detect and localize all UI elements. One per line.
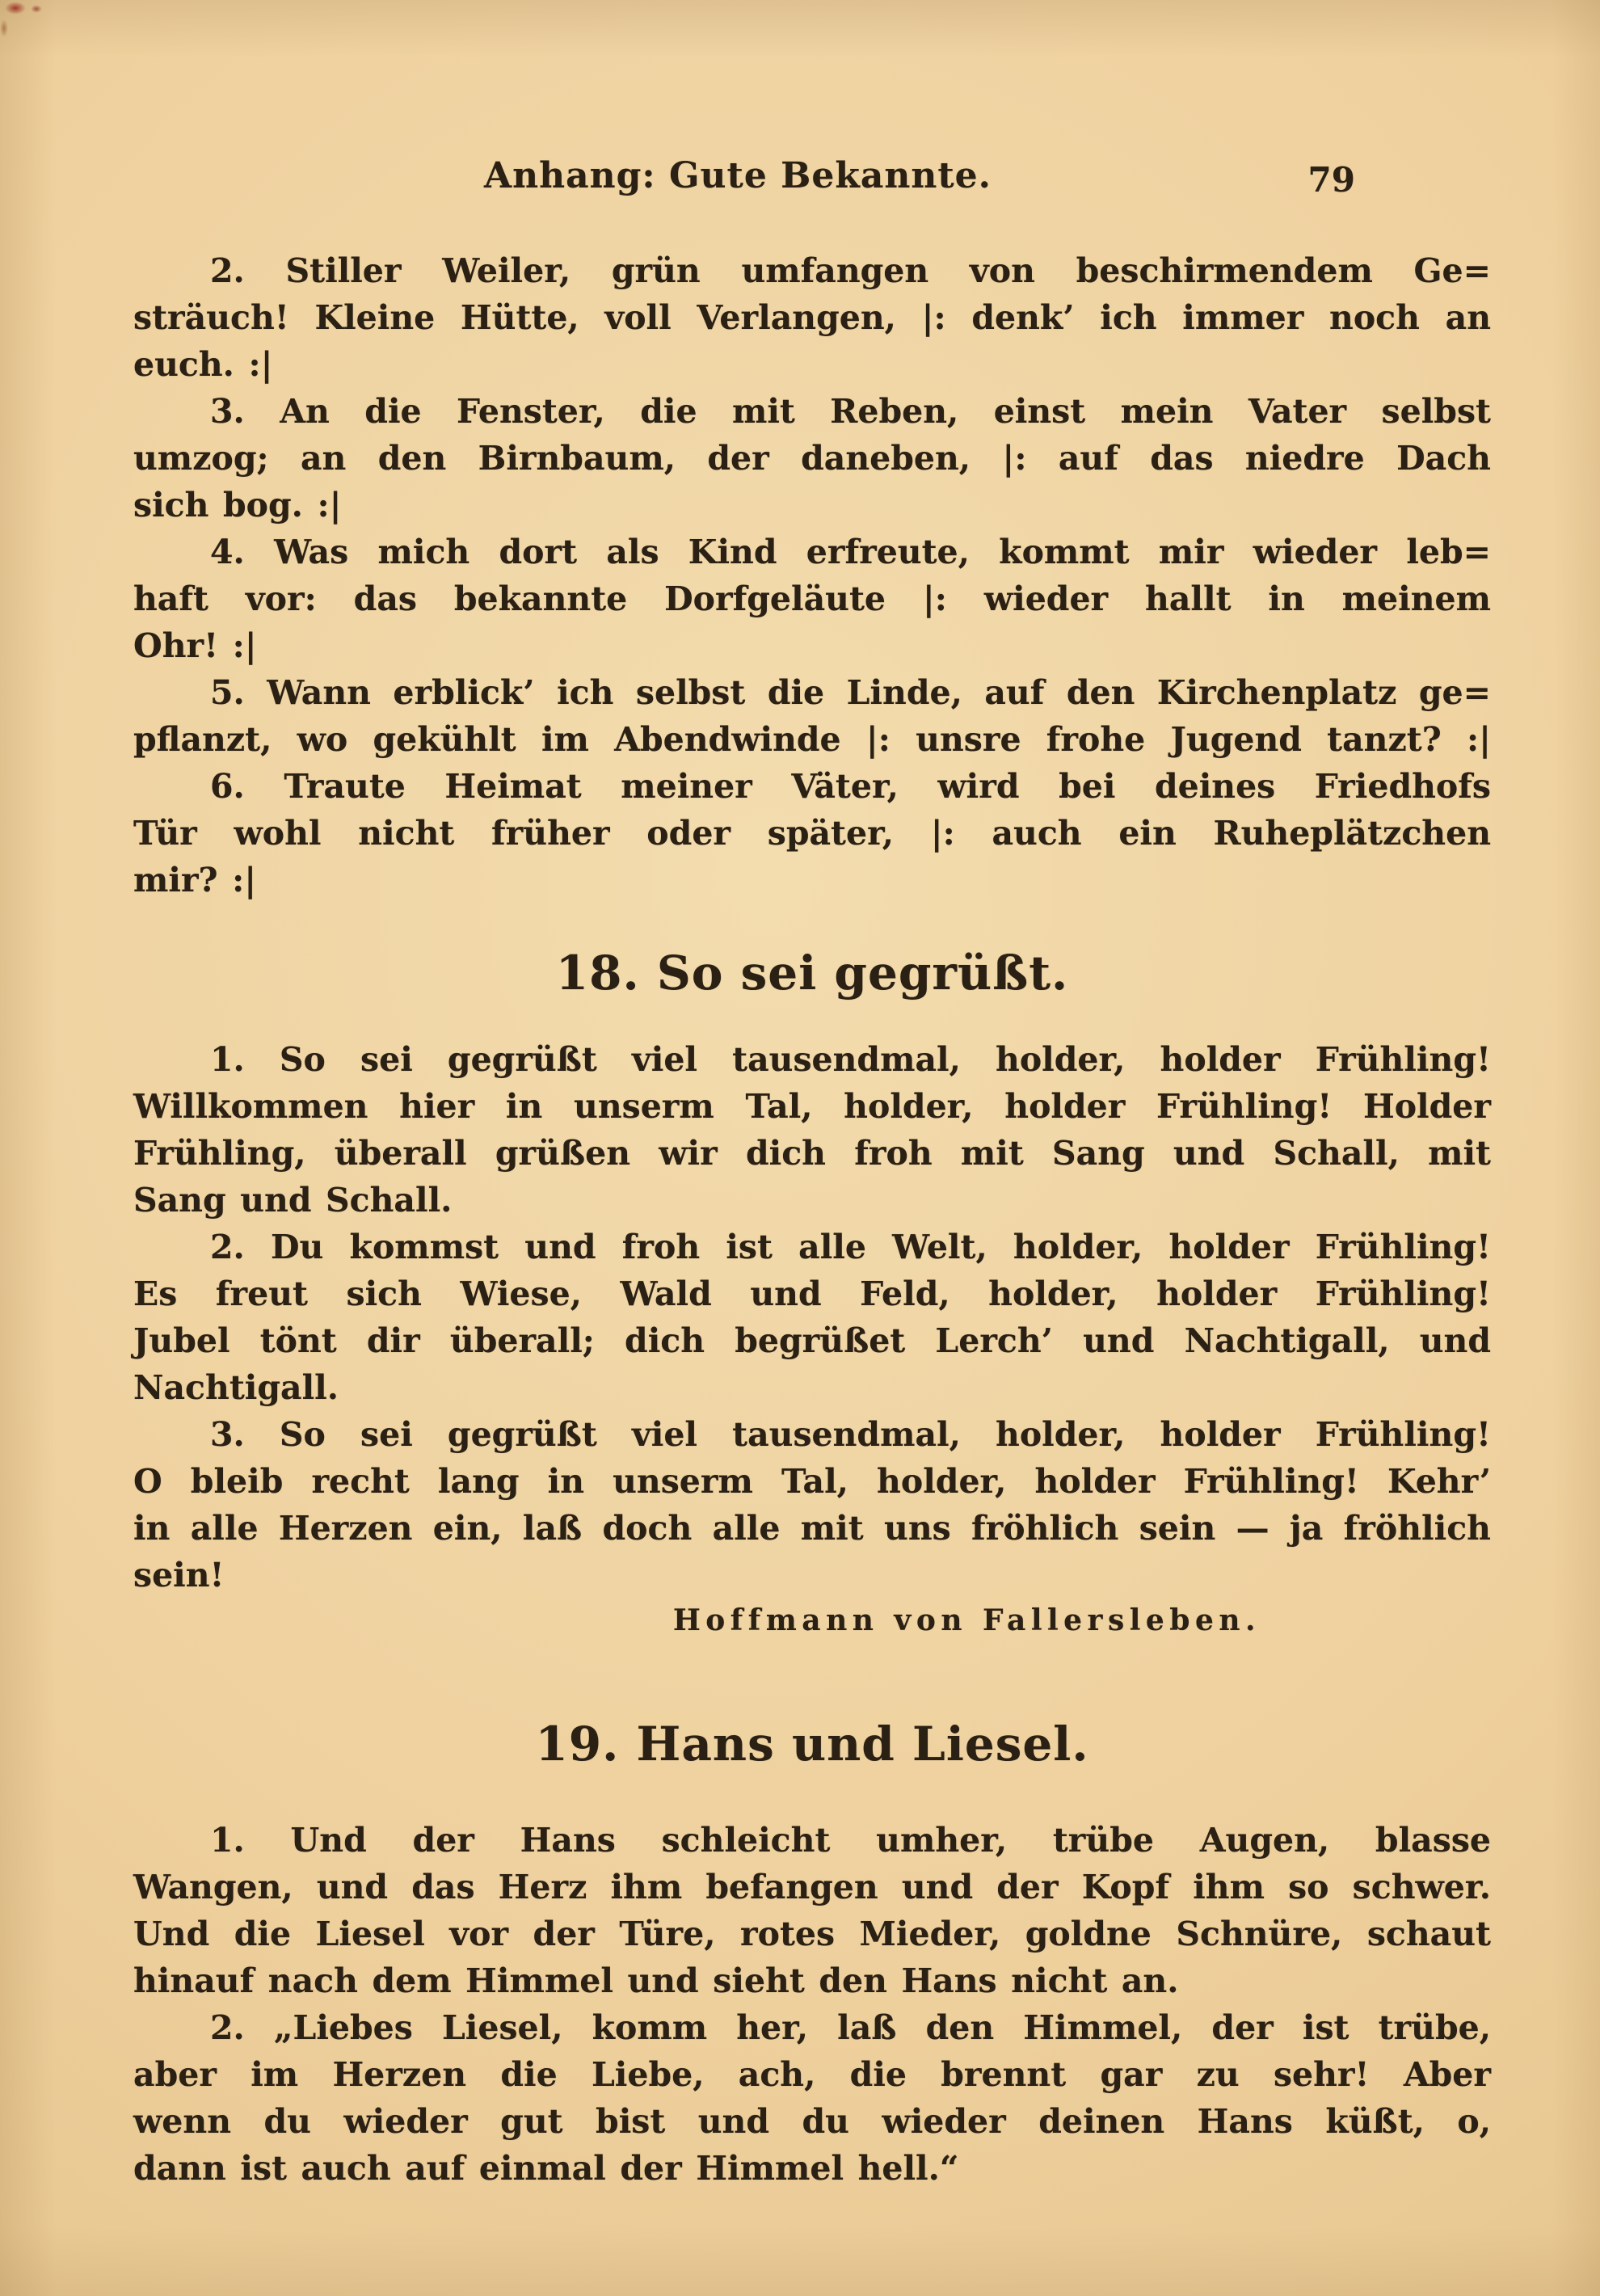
text-line: 1. Und der Hans schleicht umher, trübe Augen, blasse xyxy=(210,1821,1491,1860)
stanza xyxy=(133,1224,1491,1411)
text-line: sich bog. :| xyxy=(133,486,342,524)
text-line: euch. :| xyxy=(133,345,273,384)
text-line: umzog; an den Birnbaum, der daneben, |: auf das niedre Dach xyxy=(133,439,1491,478)
stanza xyxy=(133,763,1491,904)
stanza xyxy=(133,388,1491,529)
running-head-title: Anhang: Gute Bekannte. xyxy=(484,155,992,196)
text-line: pflanzt, wo gekühlt im Abendwinde |: unsre frohe Jugend tanzt? :| xyxy=(133,720,1491,759)
song-heading-19: 19. Hans und Liesel. xyxy=(535,1717,1089,1772)
text-line: Und die Liesel vor der Türe, rotes Mieder, goldne Schnüre, schaut xyxy=(133,1915,1491,1953)
text-line: 4. Was mich dort als Kind erfreute, kommt mir wieder leb= xyxy=(210,533,1491,571)
text-line: 5. Wann erblick’ ich selbst die Linde, auf den Kirchenplatz ge= xyxy=(210,673,1491,712)
text-line: dann ist auch auf einmal der Himmel hell.“ xyxy=(133,2149,959,2188)
text-line: Tür wohl nicht früher oder später, |: auch ein Ruheplätzchen xyxy=(133,814,1491,853)
stanza xyxy=(133,669,1491,763)
text-line: Jubel tönt dir überall; dich begrüßet Lerch’ und Nachtigall, und xyxy=(133,1321,1491,1360)
stanza xyxy=(133,1036,1491,1224)
text-line: Es freut sich Wiese, Wald und Feld, holder, holder Frühling! xyxy=(133,1274,1491,1313)
stanza xyxy=(133,1817,1491,2004)
text-line: O bleib recht lang in unserm Tal, holder, holder Frühling! Kehr’ xyxy=(133,1462,1491,1501)
text-line: wenn du wieder gut bist und du wieder deinen Hans küßt, o, xyxy=(133,2102,1491,2141)
text-line: Ohr! :| xyxy=(133,626,257,665)
text-line: Wangen, und das Herz ihm befangen und der Kopf ihm so schwer. xyxy=(133,1868,1491,1906)
stanza xyxy=(133,2004,1491,2192)
text-line: aber im Herzen die Liebe, ach, die brennt gar zu sehr! Aber xyxy=(133,2055,1491,2094)
text-line: 2. „Liebes Liesel, komm her, laß den Himmel, der ist trübe, xyxy=(210,2008,1491,2047)
stanza xyxy=(133,529,1491,669)
text-line: 2. Du kommst und froh ist alle Welt, holder, holder Frühling! xyxy=(210,1228,1491,1266)
text-line: 2. Stiller Weiler, grün umfangen von beschirmendem Ge= xyxy=(210,251,1491,290)
text-line: sträuch! Kleine Hütte, voll Verlangen, |: denk’ ich immer noch an xyxy=(133,298,1491,337)
stanza xyxy=(133,247,1491,388)
text-line: Sang und Schall. xyxy=(133,1181,453,1220)
author-attribution: Hoffmann von Fallersleben. xyxy=(672,1603,1261,1637)
stanza xyxy=(133,1411,1491,1599)
text-line: haft vor: das bekannte Dorfgeläute |: wieder hallt in meinem xyxy=(133,579,1491,618)
text-line: mir? :| xyxy=(133,861,257,899)
text-line: 3. An die Fenster, die mit Reben, einst mein Vater selbst xyxy=(210,392,1491,431)
text-line: Frühling, überall grüßen wir dich froh mit Sang und Schall, mit xyxy=(133,1134,1491,1173)
text-line: 1. So sei gegrüßt viel tausendmal, holder, holder Frühling! xyxy=(210,1040,1491,1079)
running-head xyxy=(133,155,1491,205)
text-line: Willkommen hier in unserm Tal, holder, holder Frühling! Holder xyxy=(133,1087,1491,1126)
song-heading-18: 18. So sei gegrüßt. xyxy=(555,946,1069,1001)
text-line: Nachtigall. xyxy=(133,1368,339,1407)
text-line: 6. Traute Heimat meiner Väter, wird bei deines Friedhofs xyxy=(210,767,1491,806)
page-number: 79 xyxy=(1307,160,1355,200)
text-line: in alle Herzen ein, laß doch alle mit uns fröhlich sein — ja fröhlich xyxy=(133,1509,1491,1548)
text-line: sein! xyxy=(133,1556,225,1595)
text-line: hinauf nach dem Himmel und sieht den Hans nicht an. xyxy=(133,1961,1179,2000)
text-line: 3. So sei gegrüßt viel tausendmal, holder, holder Frühling! xyxy=(210,1415,1491,1454)
